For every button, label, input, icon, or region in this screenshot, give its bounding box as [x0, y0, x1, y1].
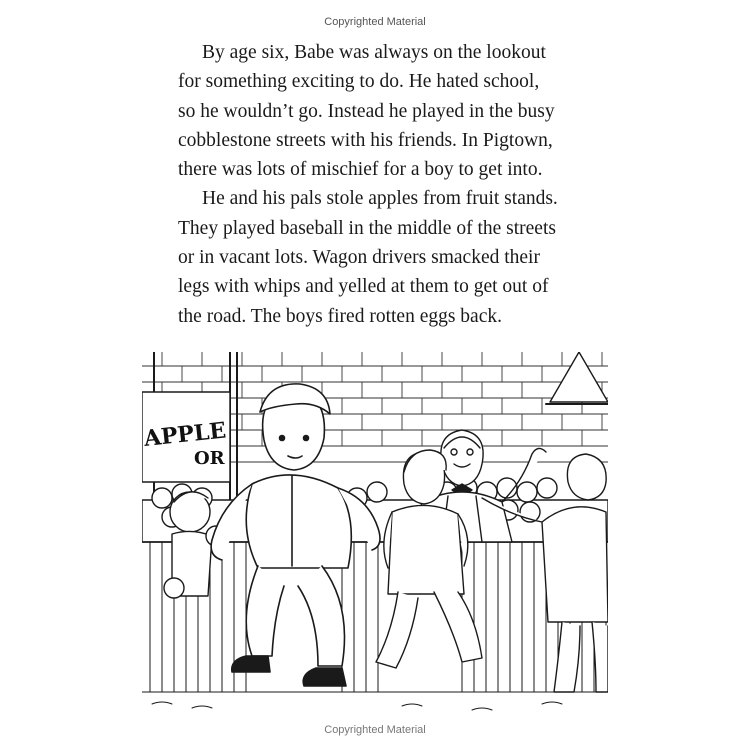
text-line: for something exciting to do. He hated school, [178, 71, 540, 93]
paragraph-1 [178, 38, 578, 184]
paragraph-2 [178, 184, 578, 330]
text-line: the road. The boys fired rotten eggs back. [178, 305, 502, 327]
text-line: so he wouldn’t go. Instead he played in the busy [178, 100, 555, 122]
sign-text-or: OR [194, 448, 225, 469]
text-line: They played baseball in the middle of the streets [178, 217, 556, 239]
text-line: cobblestone streets with his friends. In Pigtown, [178, 129, 553, 151]
copyright-watermark-top: Copyrighted Material [324, 16, 426, 28]
body-text [178, 38, 578, 331]
street-ground [142, 692, 608, 710]
hanging-scale [546, 352, 608, 404]
sign-text-apple: APPLE [142, 417, 228, 452]
text-line: there was lots of mischief for a boy to get into. [178, 159, 543, 181]
text-line: or in vacant lots. Wagon drivers smacked their [178, 247, 540, 269]
copyright-watermark-bottom: Copyrighted Material [324, 724, 426, 736]
apple-sign [142, 392, 230, 482]
street-scene-illustration [142, 352, 608, 722]
text-line: legs with whips and yelled at them to get out of [178, 276, 549, 298]
wooden-fence [142, 542, 608, 692]
text-line: By age six, Babe was always on the lookout [202, 42, 546, 63]
text-line: He and his pals stole apples from fruit stands. [202, 188, 558, 210]
